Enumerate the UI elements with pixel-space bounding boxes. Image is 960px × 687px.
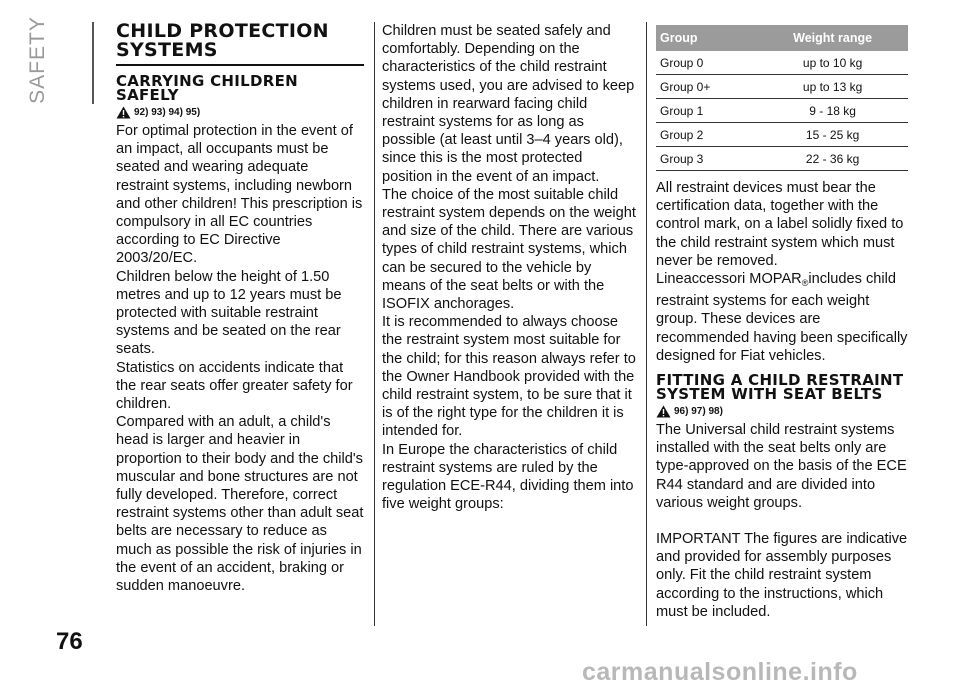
table-cell: 9 - 18 kg <box>757 99 908 123</box>
table-row <box>656 51 908 75</box>
table-row <box>656 99 908 123</box>
warning-reference <box>656 404 908 419</box>
column-2 <box>382 22 636 513</box>
warning-triangle-icon <box>116 106 131 119</box>
table-row <box>656 123 908 147</box>
warning-reference <box>116 105 364 120</box>
paragraph: It is recommended to always choose the restraint system most suitable for the child; for this reason always refer to the Owner Handbook provided with the child restraint system, to be sure that it is of the right type for the children it is intended for. <box>382 314 636 440</box>
paragraph: Children below the height of 1.50 metres and up to 12 years must be protected with suitable restraint systems and be seated on the rear seats. <box>116 268 342 358</box>
registered-mark: ® <box>801 278 809 289</box>
warning-refs: 96) 97) 98) <box>674 406 723 418</box>
paragraph: IMPORTANT The figures are indicative and provided for assembly purposes only. Fit the child restraint system according to the instructions, which must be included. <box>656 531 908 620</box>
table-cell: Group 0 <box>656 51 757 75</box>
column-3 <box>656 22 908 621</box>
paragraph: Compared with an adult, a child's head is larger and heavier in proportion to their body and the child's muscular and bone structures are not fully developed. Therefore, correct restraint systems other than adult seat belts are necessary to reduce as much as possible the risk of injuries in the event of an accident, braking or sudden manoeuvre. <box>116 414 364 595</box>
watermark-text: carmanualsonline.info <box>582 658 858 686</box>
column-divider <box>374 22 375 626</box>
table-cell: 22 - 36 kg <box>757 147 908 171</box>
table-cell: Group 3 <box>656 147 757 171</box>
table-cell: 15 - 25 kg <box>757 123 908 147</box>
warning-refs: 92) 93) 94) 95) <box>134 107 201 118</box>
column-1 <box>116 22 364 595</box>
section-side-label <box>18 10 58 110</box>
side-divider <box>92 22 94 104</box>
paragraph: For optimal protection in the event of an impact, all occupants must be seated and wearing adequate restraint systems, including newborn and other children! This prescription is compulsory in all EC countries according to EC Directive 2003/20/EC. <box>116 123 363 267</box>
subsection-title: CARRYING CHILDREN SAFELY <box>116 72 299 104</box>
table-cell: up to 13 kg <box>757 75 908 99</box>
table-row <box>656 147 908 171</box>
paragraph: All restraint devices must bear the certification data, together with the control mark, on a label solidly fixed to the child restraint system which must never be removed. <box>656 180 904 269</box>
table-cell: Group 1 <box>656 99 757 123</box>
paragraph-text: includes child restraint systems for each weight group. These devices are recommended having been specifically designed for Fiat vehicles. <box>656 271 908 364</box>
paragraph: In Europe the characteristics of child restraint systems are ruled by the regulation ECE-R44, dividing them into five weight groups: <box>382 441 634 513</box>
paragraph: Statistics on accidents indicate that the rear seats offer greater safety for children. <box>116 359 353 413</box>
table-cell: Group 0+ <box>656 75 757 99</box>
section-label-text: SAFETY <box>26 16 49 104</box>
table-header-group: Group <box>656 25 757 51</box>
warning-triangle-icon <box>656 405 671 418</box>
title-underline <box>116 64 364 66</box>
paragraph: The choice of the most suitable child restraint system depends on the weight and size of the child. There are various types of child restraint systems, which can be secured to the vehicle by means of the seat belts or with the ISOFIX anchorages. <box>382 186 636 313</box>
column-divider <box>646 22 647 626</box>
paragraph <box>656 270 908 365</box>
table-cell: up to 10 kg <box>757 51 908 75</box>
weight-group-table <box>656 25 908 171</box>
table-header-weight: Weight range <box>757 25 908 51</box>
subsection-title: FITTING A CHILD RESTRAINT SYSTEM WITH SEAT BELTS <box>656 371 904 404</box>
paragraph: Children must be seated safely and comfortably. Depending on the characteristics of the child restraint systems used, you are advised to keep children in rearward facing child restraint systems for as long as possible (at least until 3–4 years old), since this is the most protected position in the event of an impact. <box>382 23 635 185</box>
table-header-row <box>656 25 908 51</box>
brand-name: Lineaccessori MOPAR <box>656 271 802 288</box>
table-cell: Group 2 <box>656 123 757 147</box>
section-title: CHILD PROTECTION SYSTEMS <box>116 20 329 61</box>
page-number: 76 <box>56 628 83 655</box>
table-row <box>656 75 908 99</box>
paragraph: The Universal child restraint systems installed with the seat belts only are type-approved on the basis of the ECE R44 standard and are divided into various weight groups. <box>656 422 907 511</box>
